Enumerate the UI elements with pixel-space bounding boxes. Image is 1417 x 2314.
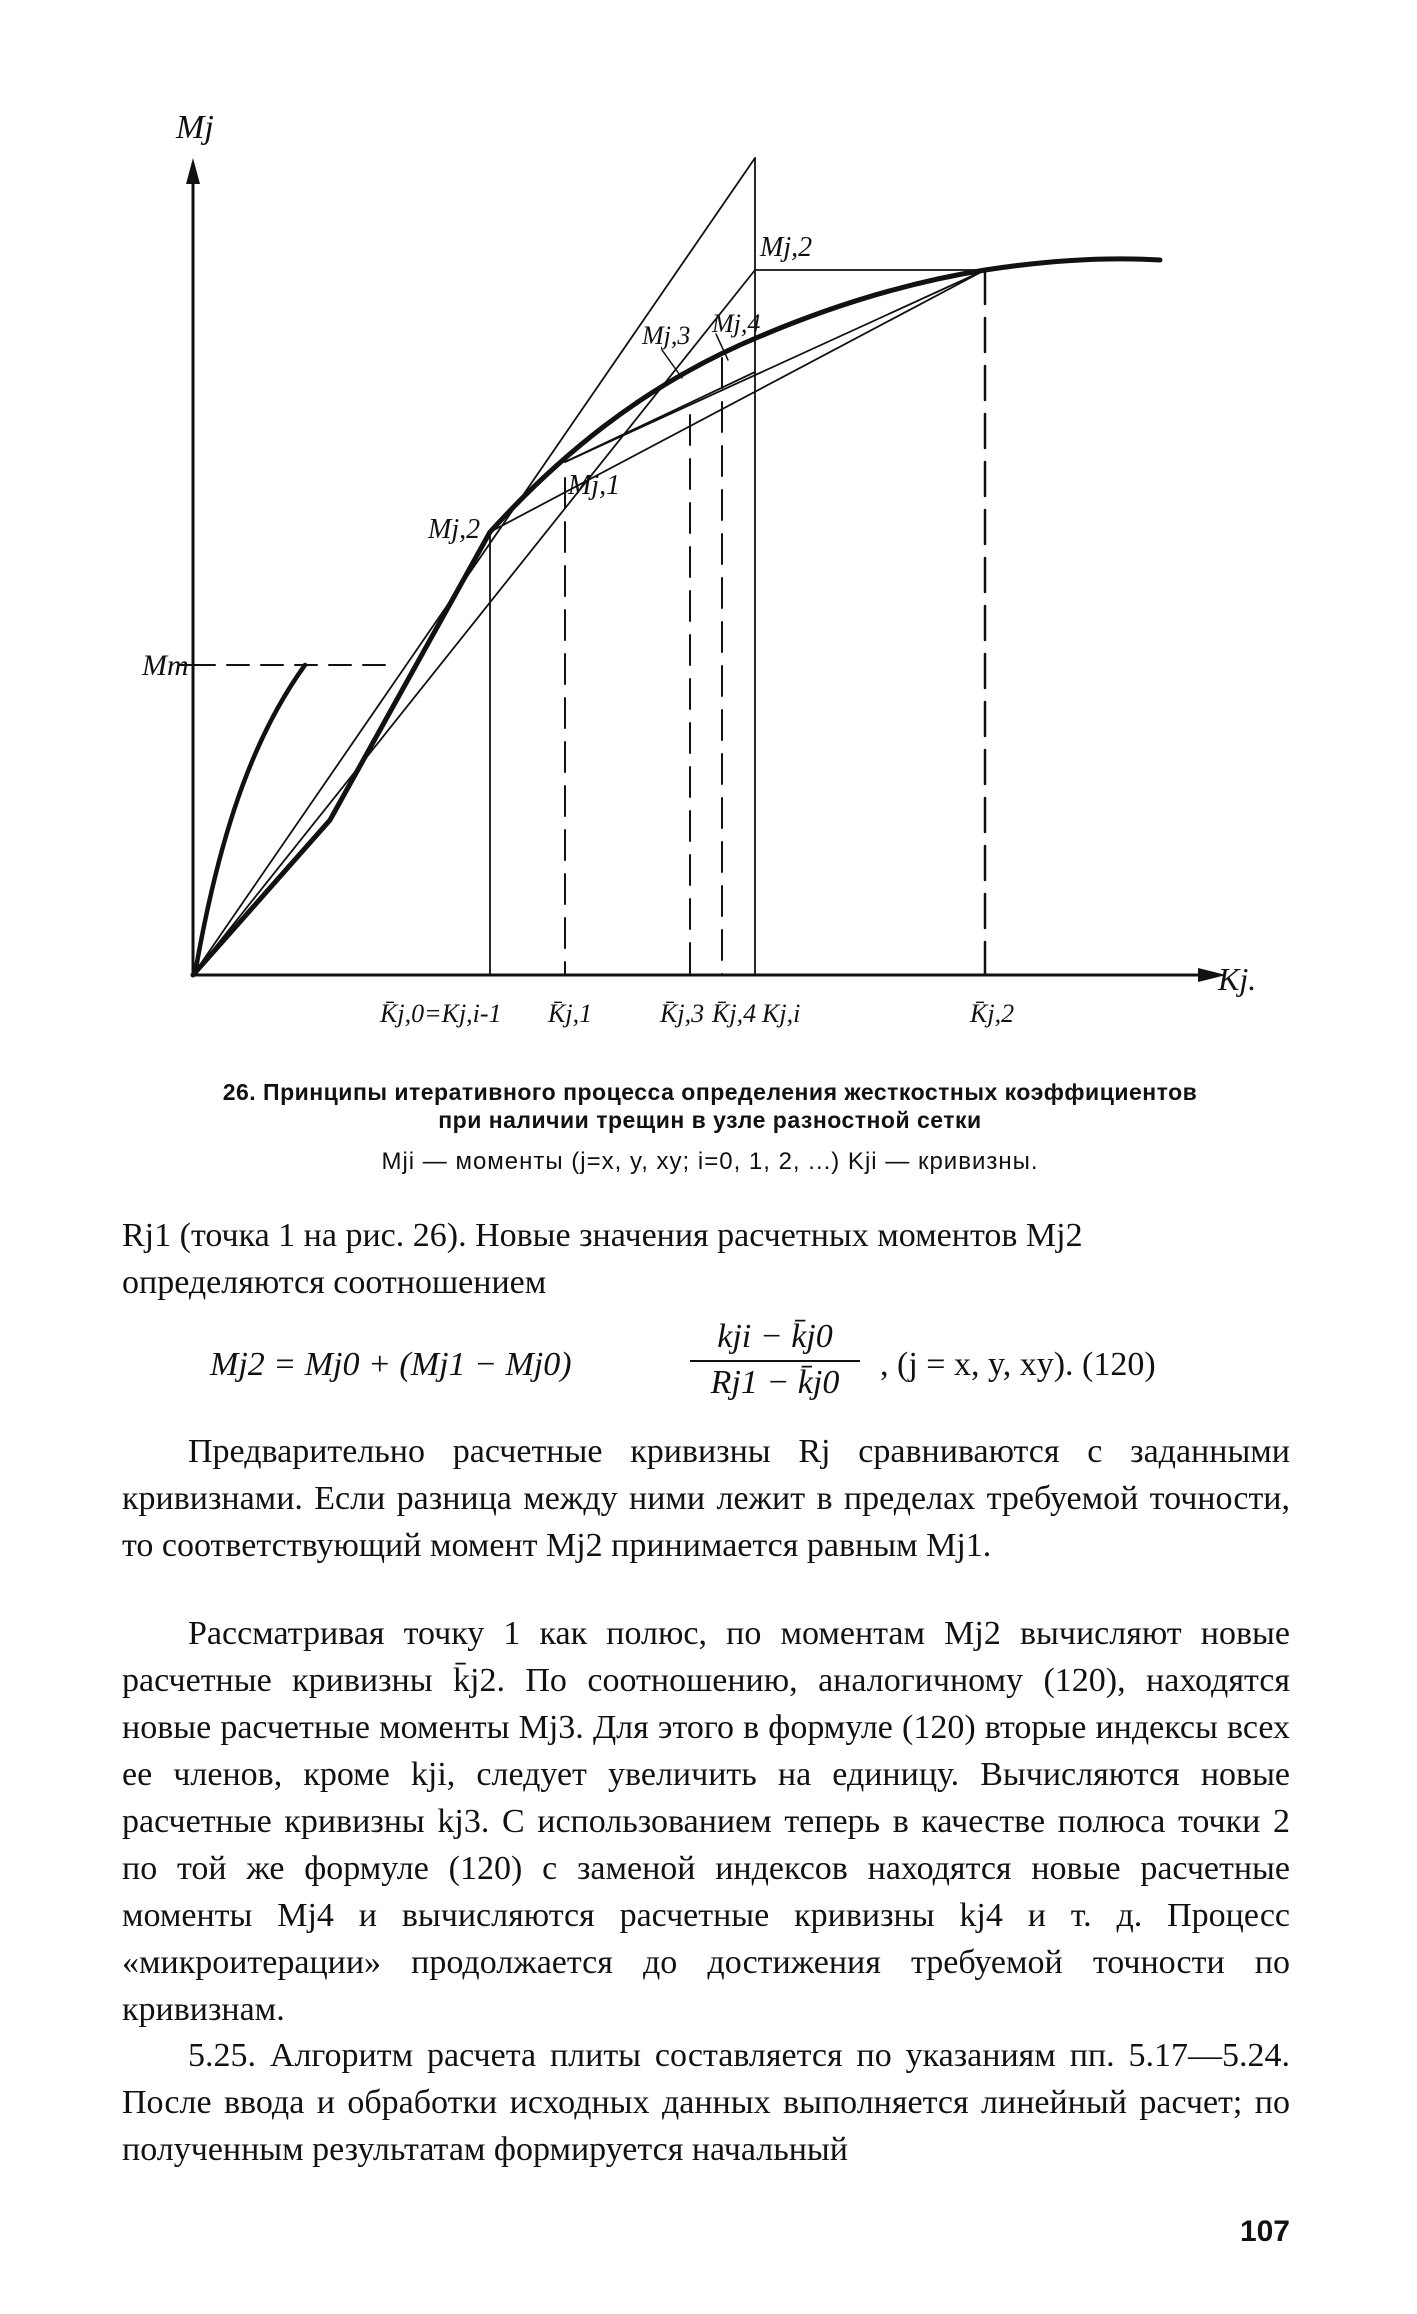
- tick-ki-label: Kj,i: [762, 999, 801, 1028]
- figure-caption: [120, 1078, 1300, 1134]
- moment-curve: [193, 259, 1160, 975]
- tick-k2-label: K̄j,2: [970, 999, 1015, 1028]
- page-number: 107: [1239, 2215, 1290, 2248]
- chord-mj1-to-end: [565, 270, 985, 462]
- paragraph-3: Рассматривая точку 1 как полюс, по моментам Mj2 вычисляют новые расчетные кривизны k̄j2. По соотношению, аналогичному (120), находятся новые расчетные моменты Mj3. Для этого в формуле (120) вторые индексы всех ее членов, кроме kji, следует увеличить на единицу. Вычисляются новые расчетные кривизны kj3. С использованием теперь в качестве полюса точки 2 по той же формуле (120) с заменой индексов находятся новые расчетные моменты Mj4 и вычисляются расчетные кривизны kj4 и т. д. Процесс «микроитерации» продолжается до достижения требуемой точности по кривизнам.: [122, 1615, 1290, 2028]
- paragraph-4: 5.25. Алгоритм расчета плиты составляется по указаниям пп. 5.17—5.24. После ввода и обработки исходных данных выполняется линейный расчет; по полученным результатам формируется начальный: [122, 2037, 1290, 2168]
- initial-curve: [196, 665, 305, 968]
- tick-k1-label: K̄j,1: [548, 999, 593, 1028]
- secant-to-mj2: [193, 270, 755, 975]
- y-axis-label: Mj: [176, 109, 214, 146]
- formula-denominator: Rj1 − k̄j0: [710, 1364, 840, 1401]
- y-axis-arrow: [186, 158, 200, 184]
- paragraph-1: [122, 1212, 1290, 1306]
- formula-lhs: Mj2 = Mj0 + (Mj1 − Mj0): [210, 1346, 572, 1383]
- paragraph-2: Предварительно расчетные кривизны Rj сравниваются с заданными кривизнами. Если разница между ними лежит в пределах требуемой точности, то соответствующий момент Mj2 принимается равным Mj1.: [122, 1433, 1290, 1564]
- caption-subtitle: Mji — моменты (j=x, y, xy; i=0, 1, 2, ...) Kji — кривизны.: [381, 1148, 1039, 1175]
- x-axis-label: Kj.: [1218, 961, 1257, 997]
- caption-title-line1: 26. Принципы итеративного процесса определения жесткостных коэффициентов: [222, 1079, 1198, 1105]
- mt-label: Mт: [142, 649, 189, 682]
- point-mj3-label: Mj,3: [642, 321, 691, 350]
- tick-k3-label: K̄j,3: [660, 999, 705, 1028]
- point-mj2-left-label: Mj,2: [428, 514, 481, 545]
- formula-120: [210, 1318, 1290, 1414]
- paragraph-1-line1: Rj1 (точка 1 на рис. 26). Новые значения расчетных моментов Mj2: [122, 1217, 1083, 1254]
- tick-k4-label: K̄j,4: [712, 999, 757, 1028]
- caption-title-line2: при наличии трещин в узле разностной сетки: [438, 1107, 982, 1133]
- point-mj2-top-label: Mj,2: [760, 232, 813, 263]
- point-mj1-label: Mj,1: [568, 470, 621, 501]
- formula-fraction: [690, 1318, 860, 1402]
- tick-k0-label: K̄j,0=Kj,i-1: [380, 999, 502, 1028]
- formula-numerator: kji − k̄j0: [690, 1318, 860, 1362]
- iteration-diagram: [0, 0, 1417, 1060]
- point-mj4-label: Mj,4: [712, 309, 761, 338]
- steep-secant: [193, 158, 755, 975]
- formula-rhs: , (j = x, y, xy). (120): [880, 1346, 1156, 1383]
- paragraph-1-line2: определяются соотношением: [122, 1264, 547, 1301]
